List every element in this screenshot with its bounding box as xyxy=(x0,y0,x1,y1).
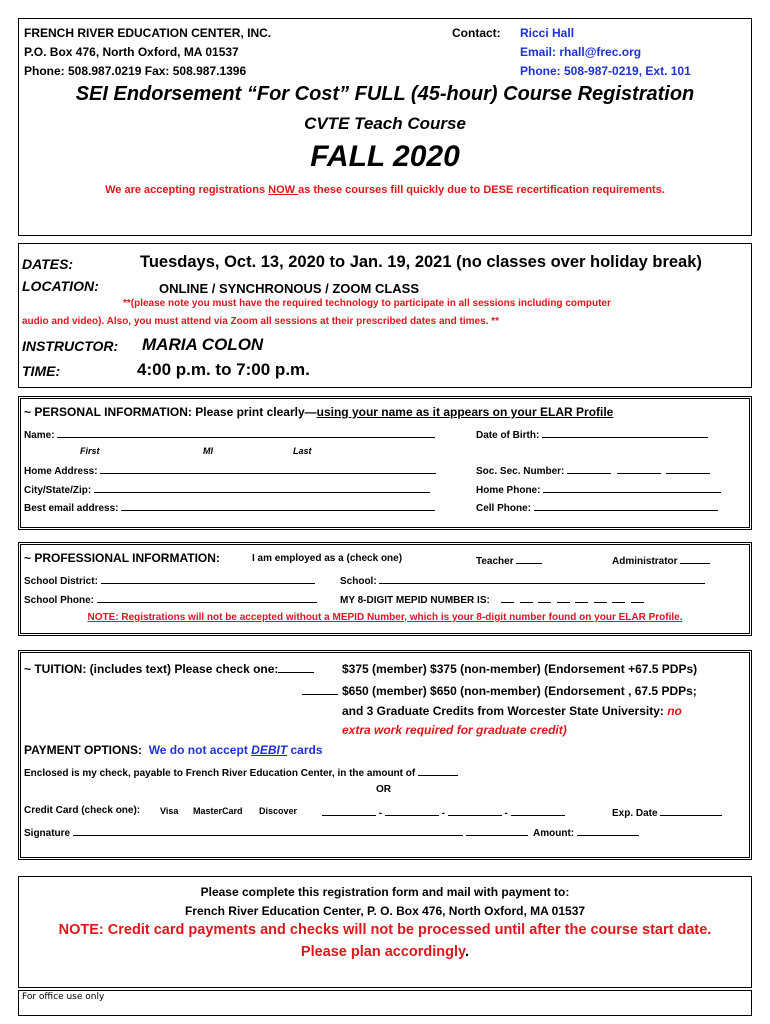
mepid-field[interactable]: MY 8-DIGIT MEPID NUMBER IS: xyxy=(340,592,644,606)
ssn-field[interactable]: Soc. Sec. Number: xyxy=(476,463,710,477)
check-amount-field[interactable]: Enclosed is my check, payable to French River Education Center, in the amount of xyxy=(24,765,458,779)
org-phone: Phone: 508.987.0219 Fax: 508.987.1396 xyxy=(24,64,247,78)
school-phone-field[interactable]: School Phone: xyxy=(24,592,317,606)
card-visa-option[interactable]: Visa xyxy=(160,806,179,816)
location-value: ONLINE / SYNCHRONOUS / ZOOM CLASS xyxy=(159,281,420,296)
contact-phone: Phone: 508-987-0219, Ext. 101 xyxy=(520,64,691,78)
card-mastercard-option[interactable]: MasterCard xyxy=(193,806,243,816)
contact-email[interactable]: Email: rhall@frec.org xyxy=(520,45,642,59)
mail-instructions-line2: French River Education Center, P. O. Box 476, North Oxford, MA 01537 xyxy=(184,904,586,918)
home-phone-field[interactable]: Home Phone: xyxy=(476,482,721,496)
mepid-note: NOTE: Registrations will not be accepted without a MEPID Number, which is your 8-digit number found on your ELAR Profile. xyxy=(87,612,683,623)
contact-name: Ricci Hall xyxy=(520,26,575,40)
payment-options: PAYMENT OPTIONS: We do not accept DEBIT cards xyxy=(24,743,323,757)
tech-note-line2: audio and video). Also, you must attend via Zoom all sessions at their prescribed dates and times. ** xyxy=(22,316,499,327)
registration-notice: We are accepting registrations NOW as these courses fill quickly due to DESE recertification requirements. xyxy=(105,184,665,196)
personal-info-heading: ~ PERSONAL INFORMATION: Please print clearly—using your name as it appears on your ELAR Profile xyxy=(24,405,614,419)
office-use-label: For office use only xyxy=(22,992,105,1002)
office-use-box xyxy=(18,990,752,1016)
instructor-value: MARIA COLON xyxy=(142,335,264,354)
name-field[interactable]: Name: xyxy=(24,427,435,441)
tuition-option-650[interactable]: $650 (member) $650 (non-member) (Endorsement , 67.5 PDPs; xyxy=(342,684,697,698)
tuition-option-650-note: extra work required for graduate credit) xyxy=(342,723,567,737)
home-address-field[interactable]: Home Address: xyxy=(24,463,436,477)
tuition-heading: ~ TUITION: (includes text) Please check one: xyxy=(24,662,314,676)
email-field[interactable]: Best email address: xyxy=(24,500,435,514)
card-discover-option[interactable]: Discover xyxy=(259,806,298,816)
first-name-caption: First xyxy=(80,446,100,456)
instructor-label: INSTRUCTOR: xyxy=(22,338,119,354)
exp-date-field[interactable]: Exp. Date xyxy=(612,805,722,819)
org-address: P.O. Box 476, North Oxford, MA 01537 xyxy=(24,45,239,59)
tuition-option-650-credits: and 3 Graduate Credits from Worcester State University: no xyxy=(342,704,682,718)
professional-info-heading: ~ PROFESSIONAL INFORMATION: xyxy=(24,551,220,565)
contact-label: Contact: xyxy=(452,26,501,40)
teacher-checkbox[interactable]: Teacher xyxy=(476,553,542,567)
date-of-birth-field[interactable]: Date of Birth: xyxy=(476,427,708,441)
signature-field[interactable]: Signature xyxy=(24,825,528,839)
location-label: LOCATION: xyxy=(22,278,99,294)
administrator-checkbox[interactable]: Administrator xyxy=(612,553,710,567)
city-state-zip-field[interactable]: City/State/Zip: xyxy=(24,482,430,496)
school-district-field[interactable]: School District: xyxy=(24,573,315,587)
amount-field[interactable]: Amount: xyxy=(533,825,639,839)
school-field[interactable]: School: xyxy=(340,573,705,587)
dates-label: DATES: xyxy=(22,256,74,272)
credit-card-label: Credit Card (check one): xyxy=(24,805,141,816)
tuition-option-375[interactable]: $375 (member) $375 (non-member) (Endorsement +67.5 PDPs) xyxy=(342,662,698,676)
employed-as-label: I am employed as a (check one) xyxy=(252,553,403,564)
dates-value: Tuesdays, Oct. 13, 2020 to Jan. 19, 2021 (no classes over holiday break) xyxy=(140,253,702,271)
course-subtitle: CVTE Teach Course xyxy=(304,114,466,133)
or-separator: OR xyxy=(376,784,391,795)
mail-instructions-line1: Please complete this registration form and mail with payment to: xyxy=(200,885,570,899)
processing-warning: NOTE: Credit card payments and checks will not be processed until after the course start date. xyxy=(58,922,712,938)
tuition-option-650-checkbox[interactable] xyxy=(302,684,338,698)
cell-phone-field[interactable]: Cell Phone: xyxy=(476,500,718,514)
last-name-caption: Last xyxy=(293,446,312,456)
term-heading: FALL 2020 xyxy=(310,140,460,173)
org-name: FRENCH RIVER EDUCATION CENTER, INC. xyxy=(24,26,272,40)
card-number-field[interactable]: - - - xyxy=(322,805,565,819)
middle-initial-caption: MI xyxy=(203,446,213,456)
plan-accordingly: Please plan accordingly. xyxy=(300,944,470,960)
tech-note-line1: **(please note you must have the required technology to participate in all sessions including computer xyxy=(123,298,611,309)
page-title: SEI Endorsement “For Cost” FULL (45-hour) Course Registration xyxy=(75,83,695,105)
time-value: 4:00 p.m. to 7:00 p.m. xyxy=(137,360,310,379)
time-label: TIME: xyxy=(22,363,61,379)
